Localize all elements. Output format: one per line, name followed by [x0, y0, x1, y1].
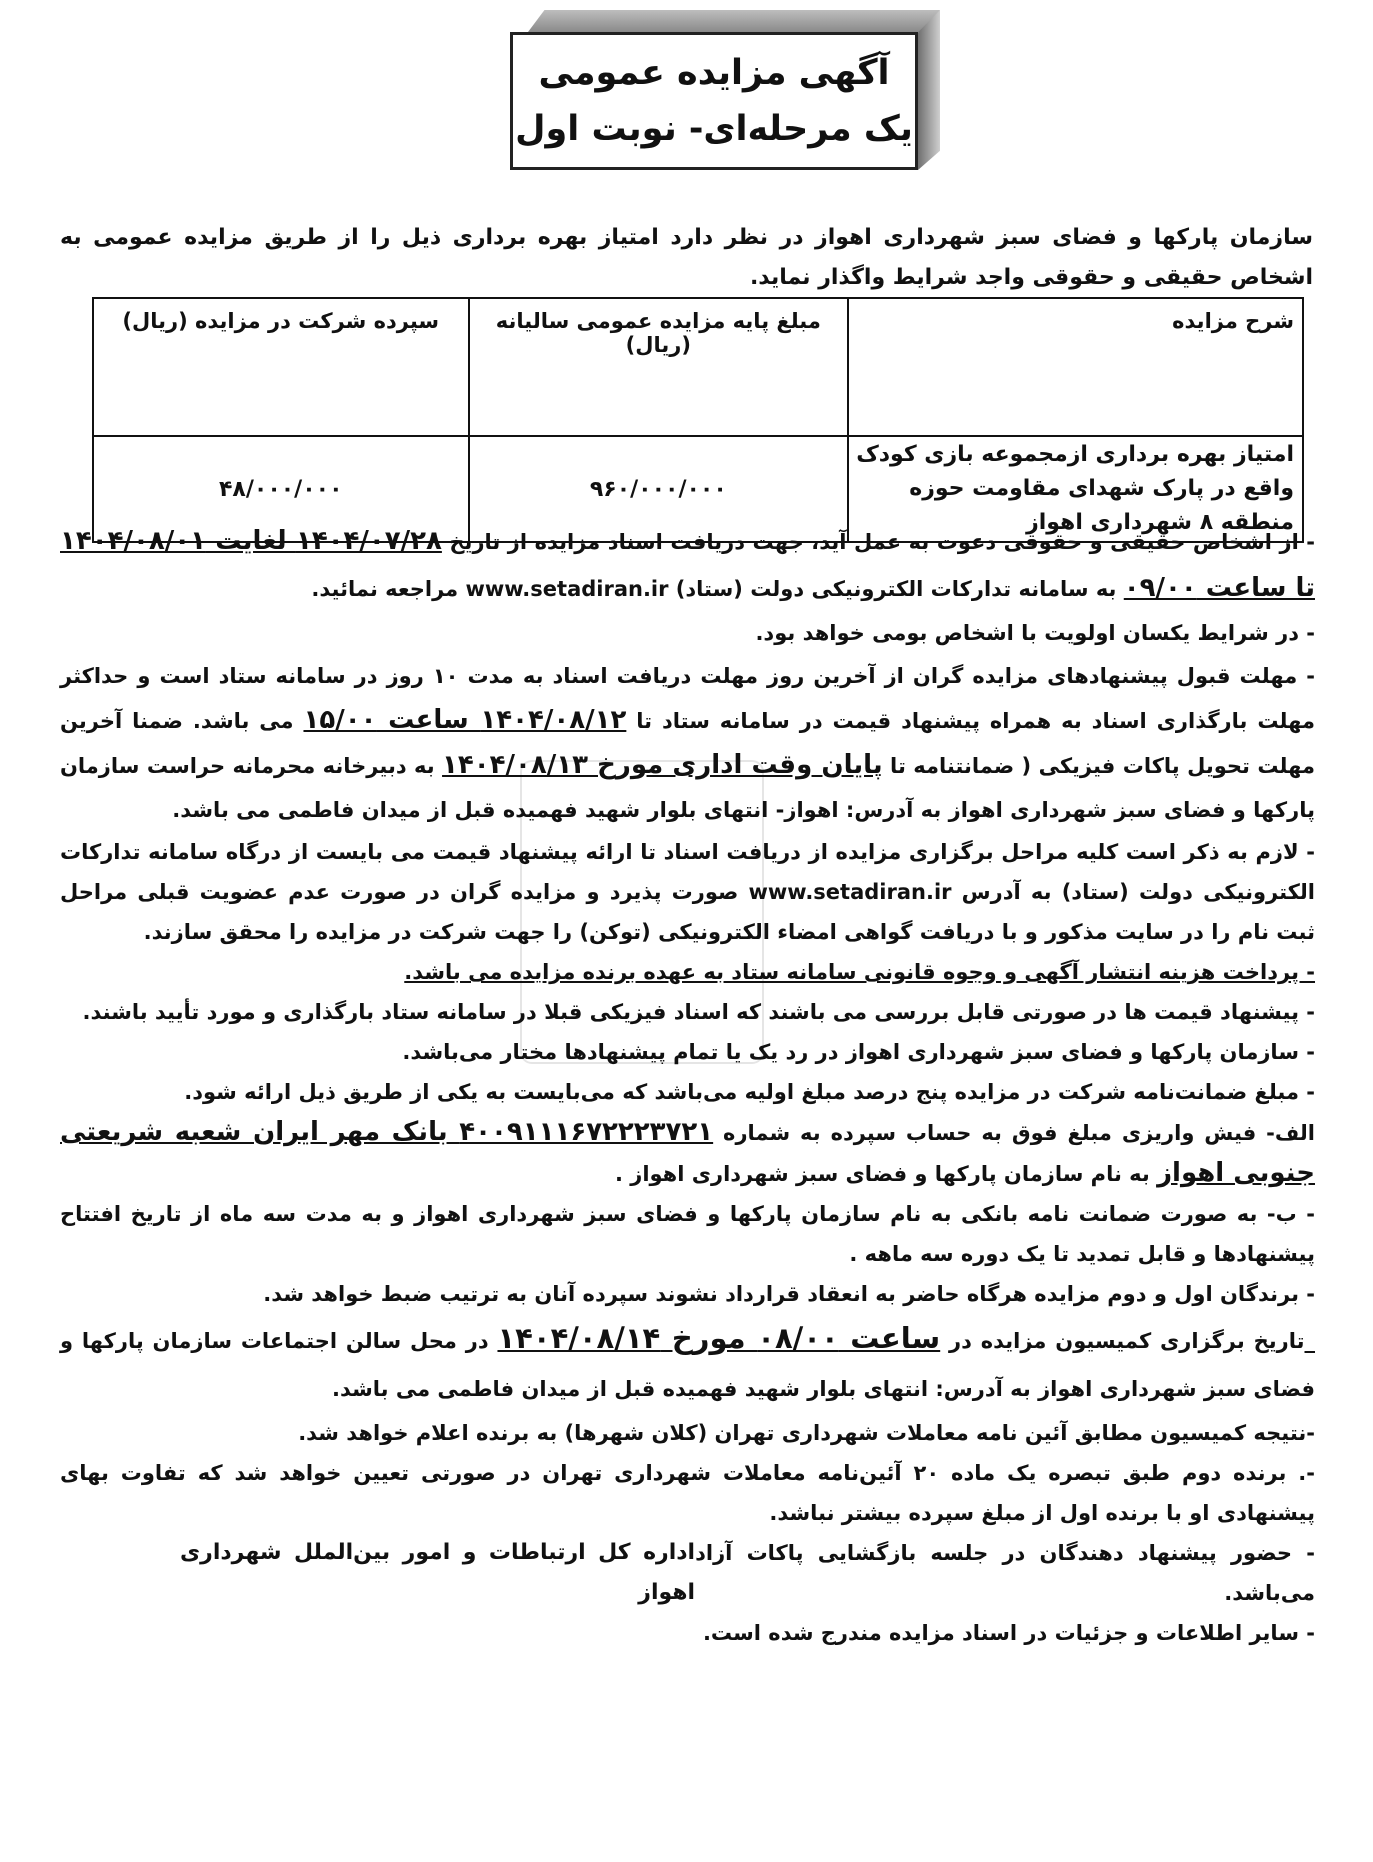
- header-description: شرح مزایده: [848, 298, 1303, 436]
- condition-upload-deadline: - مهلت قبول پیشنهادهای مزایده گران از آخرین روز مهلت دریافت اسناد به مدت ۱۰ روز در سامانه ستاد است و حداکثر مهلت بارگذاری اسناد به همراه پیشنهاد قیمت در سامانه ستاد تا ۱۴۰۴/۰۸/۱۲ ساعت ۱۵/۰۰ می باشد. ضمنا آخرین مهلت تحویل پاکات فیزیکی ( ضمانتنامه تا پایان وقت اداری مورخ ۱۴۰۴/۰۸/۱۳ به دبیرخانه محرمانه حراست سازمان پارکها و فضای سبز شهرداری اهواز به آدرس: اهواز- انتهای بلوار شهید فهمیده قبل از میدان فاطمی می باشد.: [60, 664, 1315, 822]
- title-box: [510, 10, 940, 170]
- condition-setad-portal: - لازم به ذکر است کلیه مراحل برگزاری مزایده از دریافت اسناد تا ارائه پیشنهاد قیمت می بایست از درگاه سامانه تدارکات الکترونیکی دولت (ستاد) به آدرس www.setadiran.ir صورت پذیرد و مزایده گران در صورت عدم عضویت قبلی مراحل ثبت نام را در سایت مذکور و با دریافت گواهی امضاء الکترونیکی (توکن) را جهت شرکت در مزایده را محقق سازند.: [60, 840, 1315, 944]
- condition-deposit-forfeit: - برندگان اول و دوم مزایده هرگاه حاضر به انعقاد قرارداد نشوند سپرده آنان به ترتیب ضبط خواهد شد.: [263, 1282, 1315, 1306]
- condition-opening-session: - حضور پیشنهاد دهندگان در جلسه بازگشایی پاکات آزاد می‌باشد. اداره کل ارتباطات و امور بین‌الملل شهرداری اهواز: [60, 1533, 1315, 1613]
- condition-publication-cost: - پرداخت هزینه انتشار آگهی و وجوه قانونی سامانه ستاد به عهده برنده مزایده می باشد.: [404, 960, 1315, 984]
- condition-commission-date: _تاریخ برگزاری کمیسیون مزایده در ساعت ۰۸/۰۰ مورخ ۱۴۰۴/۰۸/۱۴ در محل سالن اجتماعات سازمان پارکها و فضای سبز شهرداری اهواز به آدرس: انتهای بلوار شهید فهمیده قبل از میدان فاطمی می باشد.: [60, 1321, 1315, 1401]
- condition-other-info: - سایر اطلاعات و جزئیات در اسناد مزایده مندرج شده است.: [702, 1621, 1315, 1645]
- condition-docs-period: - از اشخاص حقیقی و حقوقی دعوت به عمل آید، جهت دریافت اسناد مزایده از تاریخ ۱۴۰۴/۰۷/۲۸ لغایت ۱۴۰۴/۰۸/۰۱ تا ساعت ۰۹/۰۰ به سامانه تدارکات الکترونیکی دولت (ستاد) www.setadiran.ir مراجعه نمائید.: [60, 526, 1316, 603]
- condition-right-to-reject: - سازمان پارکها و فضای سبز شهرداری اهواز در رد یک یا تمام پیشنهادها مختار می‌باشد.: [402, 1040, 1315, 1064]
- conditions-list: [60, 518, 1315, 1653]
- intro-paragraph: سازمان پارکها و فضای سبز شهرداری اهواز در نظر دارد امتیاز بهره برداری ذیل را از طریق مزایده عمومی به اشخاص حقیقی و حقوقی واجد شرایط واگذار نماید.: [60, 225, 1313, 290]
- condition-deposit-account: الف- فیش واریزی مبلغ فوق به حساب سپرده به شماره ۴۰۰۹۱۱۱۶۷۲۲۲۳۷۲۱ بانک مهر ایران شعبه شریعتی جنوبی اهواز به نام سازمان پارکها و فضای سبز شهرداری اهواز .: [60, 1117, 1315, 1188]
- cell-deposit: ۴۸/۰۰۰/۰۰۰: [93, 436, 469, 542]
- cell-base-amount: ۹۶۰/۰۰۰/۰۰۰: [469, 436, 849, 542]
- condition-result-announcement: -نتیجه کمیسیون مطابق آئین نامه معاملات شهرداری تهران (کلان شهرها) به برنده اعلام خواهد شد.: [298, 1421, 1315, 1445]
- signature: اداره کل ارتباطات و امور بین‌الملل شهرداری اهواز: [180, 1540, 696, 1605]
- condition-guarantee-amount: - مبلغ ضمانت‌نامه شرکت در مزایده پنج درصد مبلغ اولیه می‌باشد که می‌بایست به یکی از طریق ذیل ارائه شود.: [184, 1080, 1315, 1104]
- cell-description: امتیاز بهره برداری ازمجموعه بازی کودک واقع در پارک شهدای مقاومت حوزه منطقه ۸ شهرداری اهواز: [848, 436, 1303, 542]
- condition-locals-priority: - در شرایط یکسان اولویت با اشخاص بومی خواهد بود.: [755, 621, 1315, 645]
- header-deposit: سپرده شرکت در مزایده (ریال): [93, 298, 469, 436]
- condition-second-winner: -. برنده دوم طبق تبصره یک ماده ۲۰ آئین‌نامه معاملات شهرداری تهران در صورتی تعیین خواهد شد که تفاوت بهای پیشنهادی او با برنده اول از مبلغ سپرده بیشتر نباشد.: [60, 1461, 1315, 1525]
- title-line-1: آگهی مزایده عمومی: [538, 53, 890, 93]
- condition-documents-approval: - پیشنهاد قیمت ها در صورتی قابل بررسی می باشند که اسناد فیزیکی قبلا در سامانه ستاد بارگذاری و مورد تأیید باشند.: [82, 1000, 1315, 1024]
- header-base-amount: مبلغ پایه مزایده عمومی سالیانه (ریال): [469, 298, 849, 436]
- table-header-row: [93, 298, 1303, 436]
- condition-bank-guarantee: - ب- به صورت ضمانت نامه بانکی به نام سازمان پارکها و فضای سبز شهرداری اهواز و به مدت سه ماه از تاریخ افتتاح پیشنهادها و قابل تمدید تا یک دوره سه ماهه .: [60, 1202, 1315, 1266]
- title-line-2: یک مرحله‌ای- نوبت اول: [515, 109, 913, 149]
- auction-table: [92, 297, 1304, 543]
